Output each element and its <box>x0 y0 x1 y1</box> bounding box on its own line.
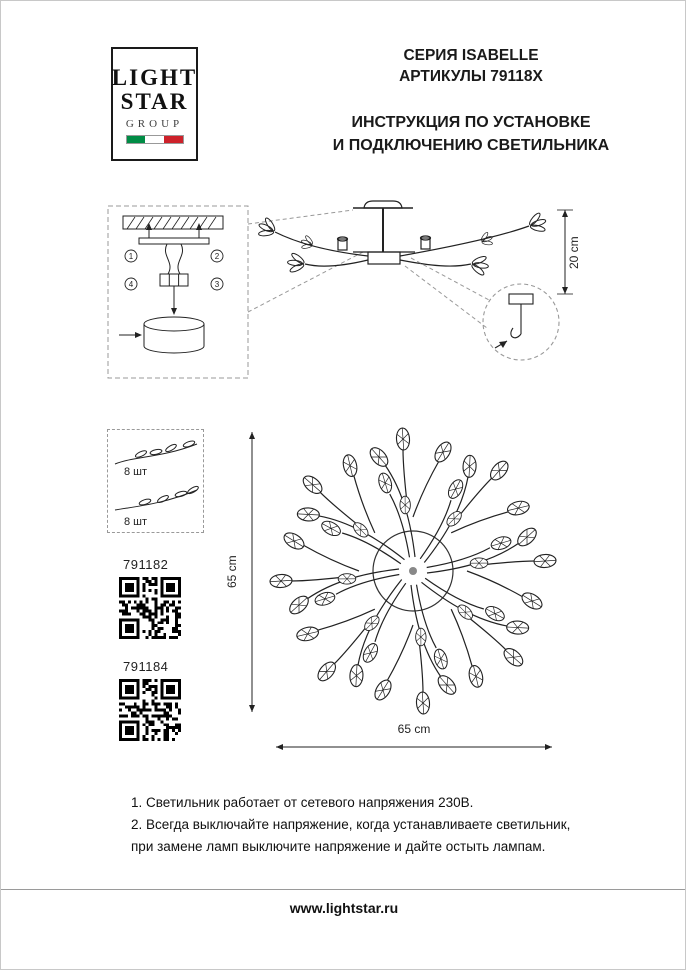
branch-part-2 <box>111 482 201 516</box>
branch-part-1 <box>111 434 201 468</box>
mount-detail-circle <box>405 258 559 360</box>
svg-text:4: 4 <box>128 280 134 289</box>
italian-flag <box>126 135 184 144</box>
instruction-title-line2: И ПОДКЛЮЧЕНИЮ СВЕТИЛЬНИКА <box>332 137 610 154</box>
article-numbers: АРТИКУЛЫ 79118X <box>399 68 543 85</box>
chandelier-side-view <box>255 201 550 277</box>
height-dimension-label: 20 cm <box>567 236 581 270</box>
callout-4 <box>125 278 137 290</box>
logo-word-star: STAR <box>120 89 189 114</box>
svg-text:1: 1 <box>128 252 134 261</box>
svg-text:2: 2 <box>214 252 220 261</box>
qr-code-2 <box>119 679 181 741</box>
callout-2 <box>211 250 223 262</box>
chandelier-top-view <box>263 419 563 723</box>
horizontal-dimension-arrow <box>272 740 556 754</box>
lightstar-logo <box>111 47 198 161</box>
series-title: СЕРИЯ ISABELLE <box>403 47 539 64</box>
part-count-1: 8 шт <box>124 466 148 478</box>
installation-notes <box>131 792 579 858</box>
vertical-dimension-arrow <box>244 428 260 716</box>
logo-word-group: GROUP <box>125 117 184 130</box>
parts-box <box>107 429 204 533</box>
callout-3 <box>211 278 223 290</box>
leader-lines <box>248 210 363 312</box>
ceiling-hatch <box>127 217 216 229</box>
wire-connector <box>160 274 188 286</box>
logo-word-light: LIGHT <box>111 65 198 91</box>
horizontal-dimension-label: 65 cm <box>397 722 431 736</box>
mounting-bracket <box>139 238 209 244</box>
website-text: www.lightstar.ru <box>289 900 399 916</box>
qr-code-1 <box>119 577 181 639</box>
product-code-1: 791182 <box>123 557 169 572</box>
vertical-dimension-label: 65 cm <box>225 555 239 589</box>
footer-divider <box>1 889 686 890</box>
instruction-title-line1: ИНСТРУКЦИЯ ПО УСТАНОВКЕ <box>351 114 591 131</box>
canopy-drawing <box>144 317 204 353</box>
header-titles <box>293 45 649 157</box>
note-2: 2. Всегда выключайте напряжение, когда устанавливаете светильник, при замене ламп выключите напряжение и дайте остыть лампам. <box>131 816 571 854</box>
installation-diagram <box>101 194 581 394</box>
svg-text:3: 3 <box>214 280 220 289</box>
product-code-2: 791184 <box>123 659 169 674</box>
part-count-2: 8 шт <box>124 516 148 528</box>
note-1: 1. Светильник работает от сетевого напряжения 230В. <box>131 795 474 810</box>
mounting-detail-box <box>108 206 248 378</box>
callout-1 <box>125 250 137 262</box>
top-view-center-dot <box>409 567 417 575</box>
